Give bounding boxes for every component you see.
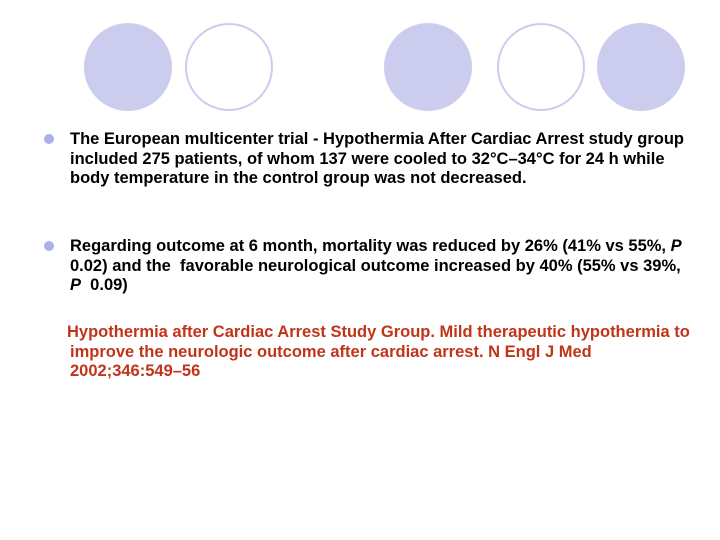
citation-reference (67, 323, 690, 382)
decorative-circle-5 (597, 23, 685, 111)
decorative-circle-1 (84, 23, 172, 111)
bullet-text-trial: The European multicenter trial - Hypothermia After Cardiac Arrest study group included 275 patients, of whom 137 were cooled to 32°C–34°C for 24 h while body temperature in the control group was not decreased. (70, 130, 684, 187)
bullet-icon (44, 241, 54, 251)
outcome-text-part-3: 0.09) (81, 276, 128, 294)
outcome-text-part-1: Regarding outcome at 6 month, mortality was reduced by 26% (41% vs 55%, (70, 237, 671, 255)
citation-text: Hypothermia after Cardiac Arrest Study Group. Mild therapeutic hypothermia to improve the neurologic outcome after cardiac arrest. N Engl J Med 2002;346:549–56 (67, 323, 690, 380)
p-value-label: P (70, 276, 82, 294)
decorative-circle-2 (185, 23, 273, 111)
decorative-circle-3 (384, 23, 472, 111)
bullet-item-outcome (44, 237, 691, 296)
decorative-circle-4 (497, 23, 585, 111)
bullet-icon (44, 134, 54, 144)
bullet-item-trial (44, 130, 684, 189)
bullet-text-outcome (70, 237, 691, 296)
outcome-text-part-2: 0.02) and the favorable neurological outcome increased by 40% (55% vs 39%, (70, 237, 691, 275)
p-value-label: P (670, 237, 682, 255)
